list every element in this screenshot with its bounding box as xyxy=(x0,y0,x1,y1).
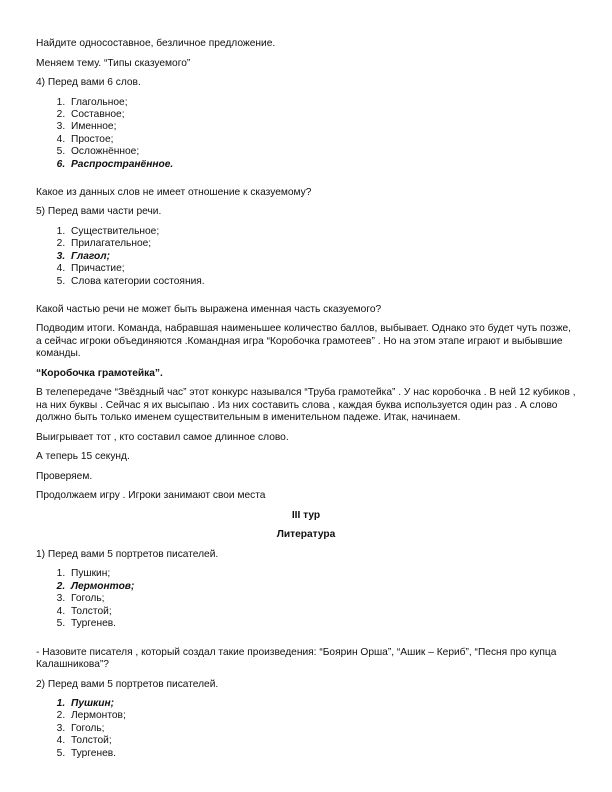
list-item: 1. Пушкин; xyxy=(68,568,576,580)
list-item: 2. Прилагательное; xyxy=(68,238,576,250)
paragraph: Какой частью речи не может быть выражена именная часть сказуемого? xyxy=(36,303,382,315)
list-item: 4. Причастие; xyxy=(68,263,576,275)
paragraph: Найдите односоставное, безличное предложение. xyxy=(36,38,276,49)
list-item-answer: 1. Пушкин; xyxy=(68,698,576,710)
round-heading: III тур xyxy=(291,509,321,521)
list-item: 4. Толстой; xyxy=(68,606,576,618)
numbered-list xyxy=(36,698,576,760)
numbered-list xyxy=(36,226,576,288)
paragraph: Подводим итоги. Команда, набравшая наименьшее количество баллов, выбывает. Однако это будет чуть позже, а сейчас игроки объединяются .Командная игра “Коробочка грамотеев” . Но на этом этапе играют и выбывшие команды. xyxy=(36,323,572,360)
paragraph: В телепередаче “Звёздный час” этот конкурс назывался “Труба грамотейка” . У нас коробочка . В ней 12 кубиков , на них буквы . Сейчас я их высыпаю . Из них составить слова , каждая буква используется один раз . А слово должно быть только именем существительным в именительном падеже. Итак, начинаем. xyxy=(36,387,576,424)
list-item: 4. Толстой; xyxy=(68,735,576,747)
list-item: 5. Слова категории состояния. xyxy=(68,276,576,288)
document-body xyxy=(36,38,576,768)
section-title: “Коробочка грамотейка”. xyxy=(36,367,163,379)
list-item: 2. Составное; xyxy=(68,109,576,121)
list-item: 5. Тургенев. xyxy=(68,748,576,760)
paragraph: Проверяем. xyxy=(36,470,93,482)
paragraph: Какое из данных слов не имеет отношение к сказуемому? xyxy=(36,186,312,198)
numbered-list xyxy=(36,97,576,171)
paragraph: Продолжаем игру . Игроки занимают свои места xyxy=(36,490,266,502)
paragraph: - Назовите писателя , который создал такие произведения: “Боярин Орша”, “Ашик – Кериб”, “Песня про купца Калашникова”? xyxy=(36,646,557,670)
paragraph: А теперь 15 секунд. xyxy=(36,451,130,463)
list-item-answer: 6. Распространённое. xyxy=(68,159,576,171)
paragraph: 2) Перед вами 5 портретов писателей. xyxy=(36,678,219,690)
list-item: 2. Лермонтов; xyxy=(68,710,576,722)
list-item: 3. Гоголь; xyxy=(68,723,576,735)
paragraph: Меняем тему. “Типы сказуемого” xyxy=(36,57,191,69)
paragraph: 1) Перед вами 5 портретов писателей. xyxy=(36,548,219,560)
paragraph: 5) Перед вами части речи. xyxy=(36,206,162,218)
list-item-answer: 3. Глагол; xyxy=(68,251,576,263)
list-item: 4. Простое; xyxy=(68,134,576,146)
list-item-answer: 2. Лермонтов; xyxy=(68,581,576,593)
list-item: 3. Именное; xyxy=(68,121,576,133)
list-item: 1. Существительное; xyxy=(68,226,576,238)
paragraph: 4) Перед вами 6 слов. xyxy=(36,77,141,88)
list-item: 3. Гоголь; xyxy=(68,593,576,605)
list-item: 5. Тургенев. xyxy=(68,618,576,630)
list-item: 5. Осложнённое; xyxy=(68,146,576,158)
list-item: 1. Глагольное; xyxy=(68,97,576,109)
paragraph: Выигрывает тот , кто составил самое длинное слово. xyxy=(36,431,289,443)
numbered-list xyxy=(36,568,576,630)
round-subheading: Литература xyxy=(276,529,336,541)
